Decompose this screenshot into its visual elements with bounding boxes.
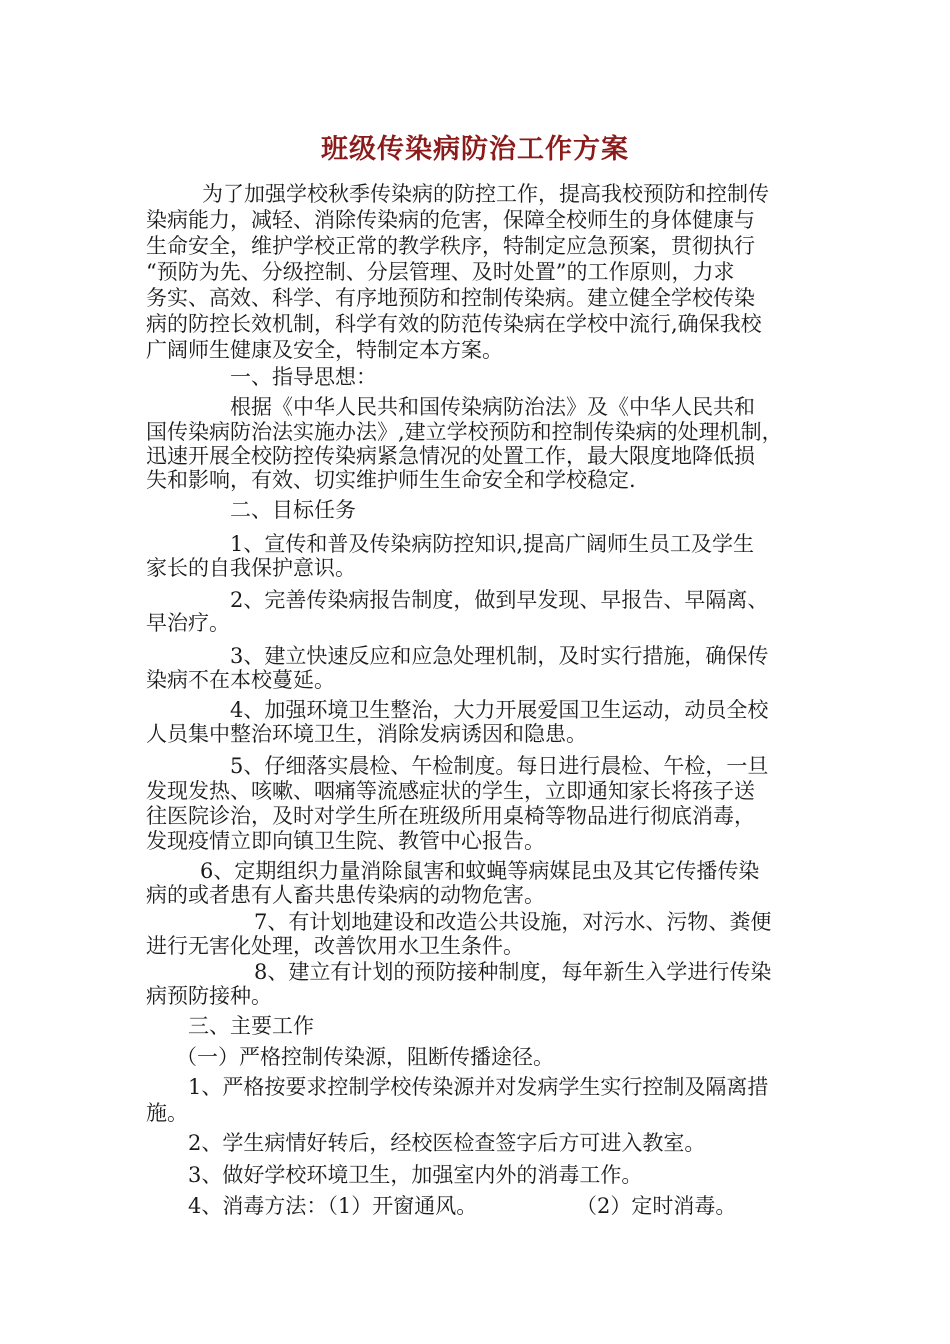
section-heading: 三、主要工作 [188,1014,314,1038]
list-item-line: 发现发热、咳嗽、咽痛等流感症状的学生，立即通知家长将孩子送 [146,779,755,803]
list-item-line: 4、加强环境卫生整治，大力开展爱国卫生运动，动员全校 [230,698,769,722]
list-item-line: 4、消毒方法：（1）开窗通风。 [188,1194,478,1218]
list-item-line: 早治疗。 [146,611,230,635]
list-item-line: 人员集中整治环境卫生，消除发病诱因和隐患。 [146,722,587,746]
list-item-line: 2、完善传染病报告制度，做到早发现、早报告、早隔离、 [230,588,769,612]
paragraph-line: 生命安全，维护学校正常的教学秩序，特制定应急预案，贯彻执行 [146,234,755,258]
paragraph-line: 失和影响，有效、切实维护师生生命安全和学校稳定. [146,468,636,492]
paragraph-line: 病的防控长效机制，科学有效的防范传染病在学校中流行,确保我校 [146,312,762,336]
paragraph-text: 广阔师生健康及安全， [146,338,356,362]
list-item-line: 往医院诊治，及时对学生所在班级所用桌椅等物品进行彻底消毒， [146,804,755,828]
section-heading: 一、指导思想： [230,365,377,389]
list-item-line: 进行无害化处理，改善饮用水卫生条件。 [146,934,524,958]
list-item-line: 1、宣传和普及传染病防控知识,提高广阔师生员工及学生 [230,532,755,556]
list-item-line: 6、定期组织力量消除鼠害和蚊蝇等病媒昆虫及其它传播传染 [200,859,760,883]
paragraph-line: 国传染病防治法实施办法》,建立学校预防和控制传染病的处理机制， [146,420,783,444]
paragraph-line: 染病能力，减轻、消除传染病的危害，保障全校师生的身体健康与 [146,208,755,232]
list-item-line: （2）定时消毒。 [576,1194,737,1218]
section-heading: 二、目标任务 [230,498,356,522]
bold-phrase: 特制定本方案。 [356,338,503,362]
paragraph-line: 务实、高效、科学、有序地预防和控制传染病。建立健全学校传染 [146,286,755,310]
list-item-line: 家长的自我保护意识。 [146,556,356,580]
list-item-line: 1、严格按要求控制学校传染源并对发病学生实行控制及隔离措 [188,1075,769,1099]
list-item-line: 5、仔细落实晨检、午检制度。每日进行晨检、午检，一旦 [230,754,769,778]
list-item-line: 病的或者患有人畜共患传染病的动物危害。 [146,883,545,907]
list-item-line: 3、做好学校环境卫生，加强室内外的消毒工作。 [188,1163,643,1187]
paragraph-line: “预防为先、分级控制、分层管理、及时处置”的工作原则，力求 [146,260,735,284]
list-item-line: 8、建立有计划的预防接种制度，每年新生入学进行传染 [254,960,772,984]
paragraph-line: 迅速开展全校防控传染病紧急情况的处置工作，最大限度地降低损 [146,444,755,468]
paragraph-line: 为了加强学校秋季传染病的防控工作，提高我校预防和控制传 [202,182,769,206]
paragraph-line [146,337,503,363]
list-item-line: 2、学生病情好转后，经校医检查签字后方可进入教室。 [188,1131,706,1155]
subsection-heading: （一）严格控制传染源，阻断传播途径。 [176,1045,554,1069]
paragraph-line: 根据《中华人民共和国传染病防治法》及《中华人民共和 [230,395,755,419]
list-item-line: 3、建立快速反应和应急处理机制，及时实行措施，确保传 [230,644,769,668]
list-item-line: 发现疫情立即向镇卫生院、教管中心报告。 [146,829,545,853]
list-item-line: 染病不在本校蔓延。 [146,668,335,692]
document-title: 班级传染病防治工作方案 [321,134,629,165]
list-item-line: 7、有计划地建设和改造公共设施，对污水、污物、粪便 [254,910,772,934]
list-item-line: 病预防接种。 [146,984,272,1008]
list-item-line: 施。 [146,1101,188,1125]
